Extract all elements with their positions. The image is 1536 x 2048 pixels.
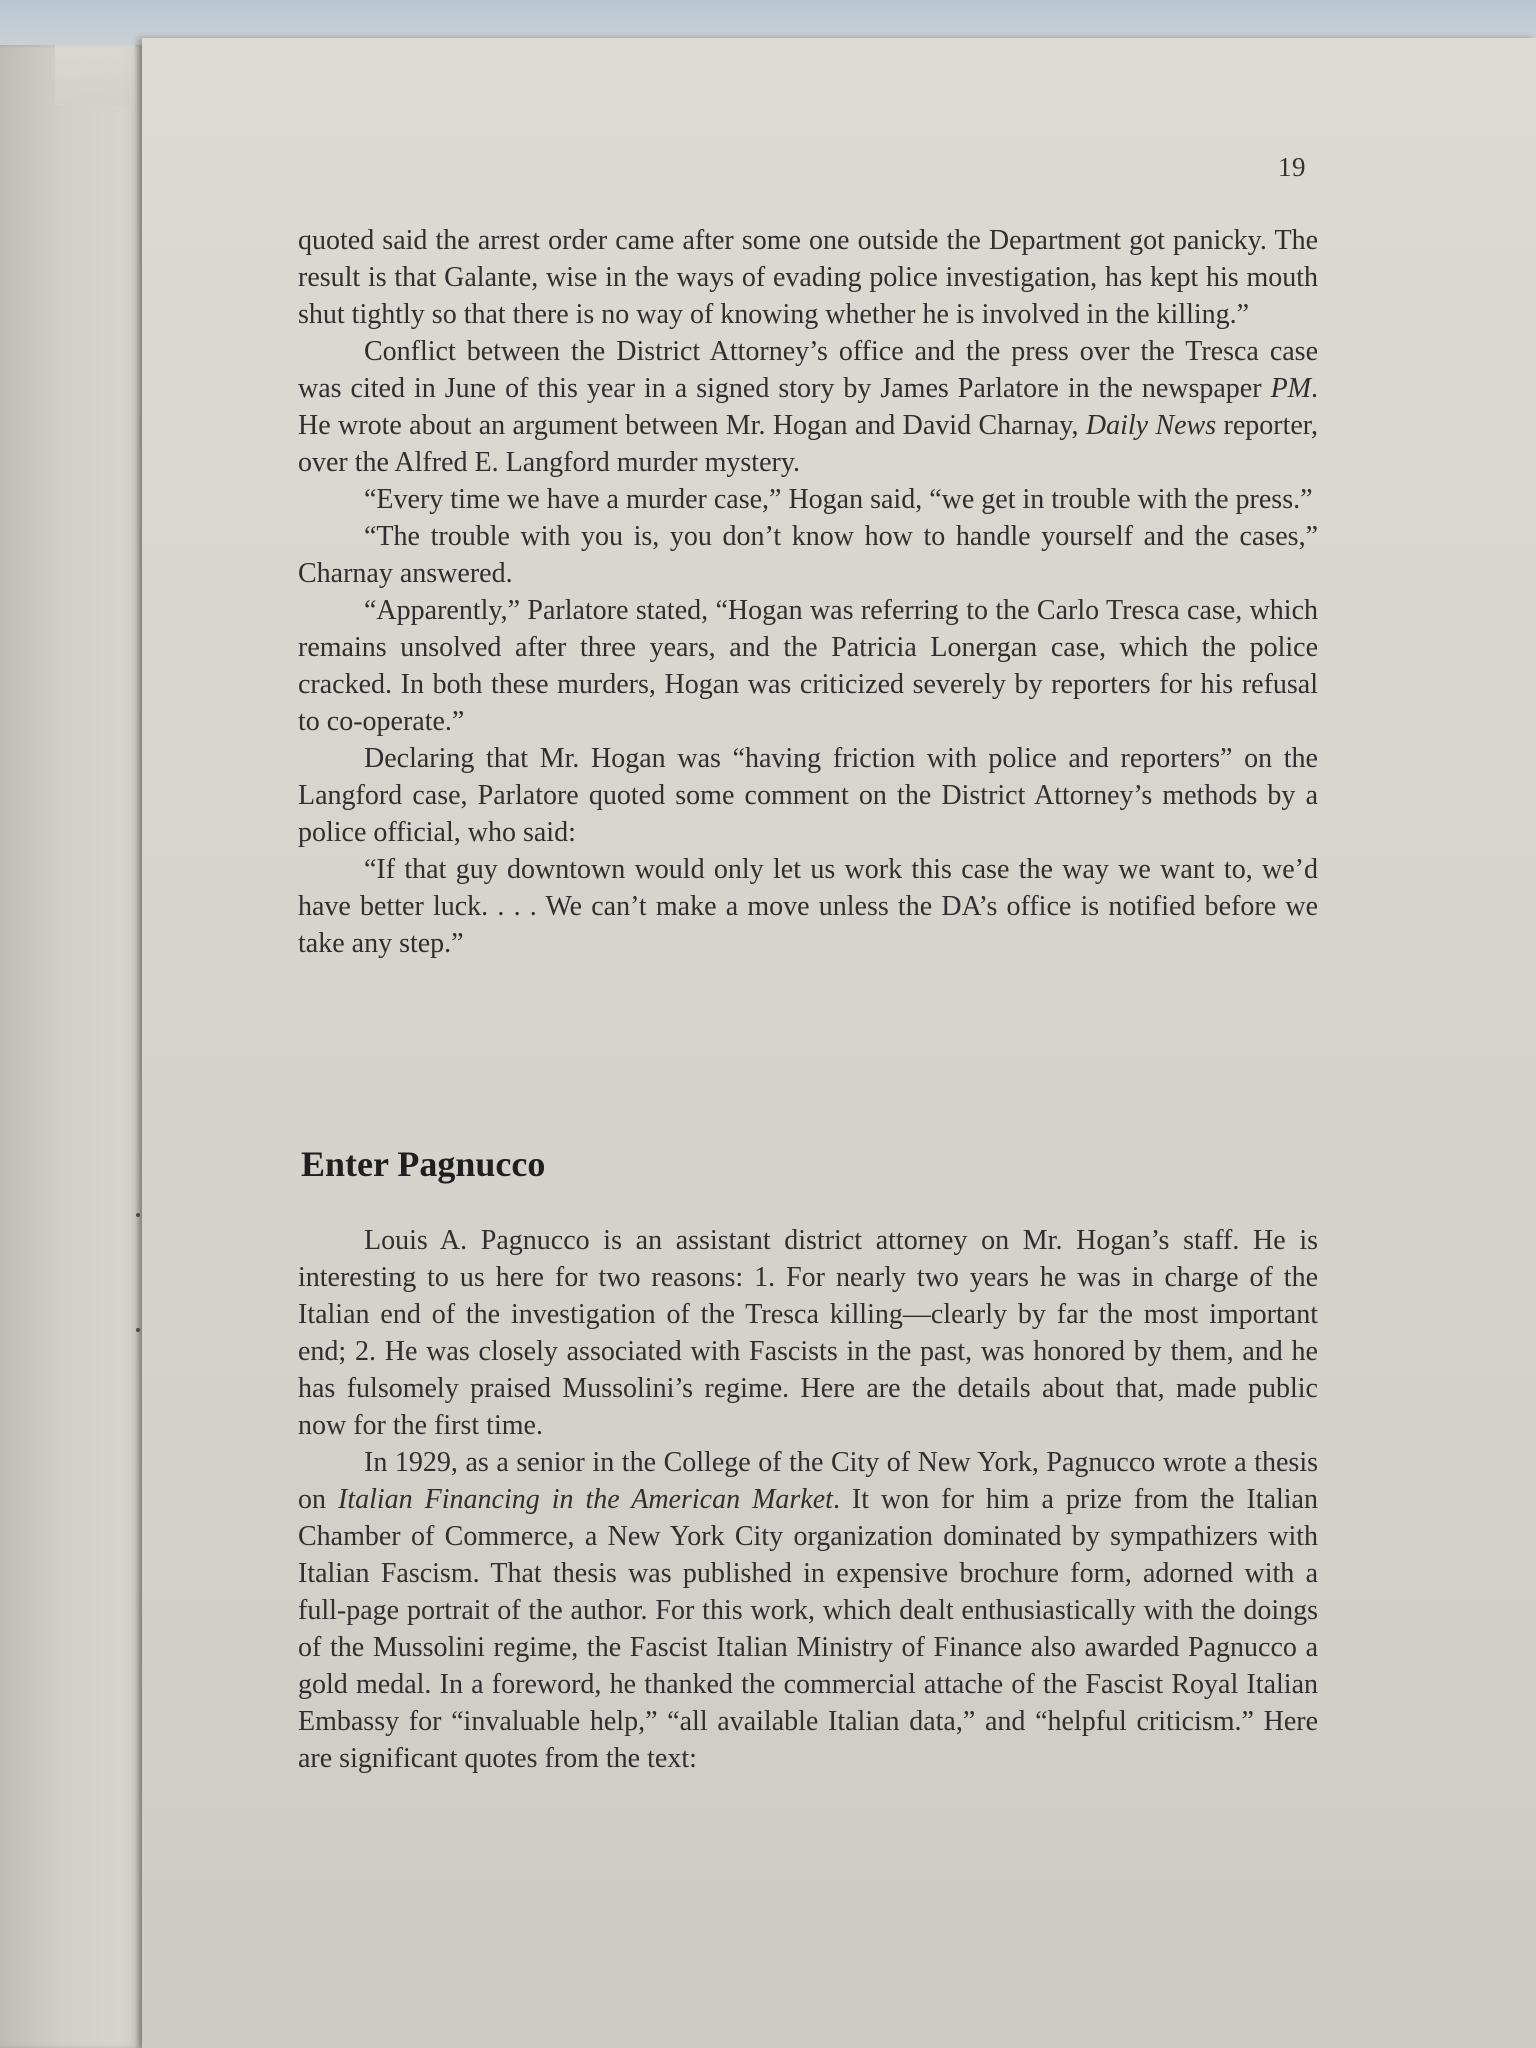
- margin-mark: [136, 1328, 140, 1332]
- paragraph: “Every time we have a murder case,” Hogan said, “we get in trouble with the press.”: [364, 484, 1313, 515]
- paragraph: “If that guy downtown would only let us work this case the way we want to, we’d have better luck. . . . We can’t make a move unless the DA’s office is notified before we take any step.”: [298, 854, 1318, 959]
- top-text-block: [298, 222, 1318, 962]
- paragraph: [298, 333, 1318, 481]
- text-span: . It won for him a prize from the Italian Chamber of Commerce, a New York City organization dominated by sympathizers with Italian Fascism. That thesis was published in expensive brochure form, adorned with a full-page portrait of the author. For this work, which dealt enthusiastically with the doings of the Mussolini regime, the Fascist Italian Ministry of Finance also awarded Pagnucco a gold medal. In a foreword, he thanked the commercial attache of the Fascist Royal Italian Embassy for “invaluable help,” “all available Italian data,” and “helpful criticism.” Here are significant quotes from the text:: [298, 1484, 1318, 1774]
- left-page-edge: [0, 45, 142, 2048]
- text-span: Conflict between the District Attorney’s office and the press over the Tresca case was cited in June of this year in a signed story by James Parlatore in the newspaper: [298, 336, 1318, 404]
- text-span: In 1929, as a senior in the College of the City of New York, Pagnucco wrote a thesis on: [298, 1447, 1318, 1515]
- paragraph: “The trouble with you is, you don’t know how to handle yourself and the cases,” Charnay answered.: [298, 521, 1318, 589]
- newspaper-title: PM: [1270, 373, 1311, 404]
- text-span: reporter, over the Alfred E. Langford murder mystery.: [298, 410, 1318, 478]
- text-span: . He wrote about an argument between Mr. Hogan and David Charnay,: [298, 373, 1318, 441]
- paragraph: [298, 1444, 1318, 1777]
- thesis-title: Italian Financing in the American Market: [338, 1484, 833, 1515]
- newspaper-title: Daily News: [1085, 410, 1217, 441]
- left-page-fold: [55, 45, 135, 105]
- paragraph: “Apparently,” Parlatore stated, “Hogan was referring to the Carlo Tresca case, which remains unsolved after three years, and the Patricia Lonergan case, which the police cracked. In both these murders, Hogan was criticized severely by reporters for his refusal to co-operate.”: [298, 595, 1318, 737]
- paragraph: quoted said the arrest order came after some one outside the Department got panicky. The result is that Galante, wise in the ways of evading police investigation, has kept his mouth shut tightly so that there is no way of knowing whether he is involved in the killing.”: [298, 225, 1318, 330]
- margin-mark: [136, 1213, 140, 1217]
- paragraph: Declaring that Mr. Hogan was “having friction with police and reporters” on the Langford case, Parlatore quoted some comment on the District Attorney’s methods by a police official, who said:: [298, 743, 1318, 848]
- bottom-text-block: [298, 1222, 1318, 1777]
- paragraph: Louis A. Pagnucco is an assistant district attorney on Mr. Hogan’s staff. He is interesting to us here for two reasons: 1. For nearly two years he was in charge of the Italian end of the investigation of the Tresca killing—clearly by far the most important end; 2. He was closely associated with Fascists in the past, was honored by them, and he has fulsomely praised Mussolini’s regime. Here are the details about that, made public now for the first time.: [298, 1225, 1318, 1441]
- section-heading: Enter Pagnucco: [301, 1144, 546, 1184]
- page-number: 19: [1278, 152, 1306, 182]
